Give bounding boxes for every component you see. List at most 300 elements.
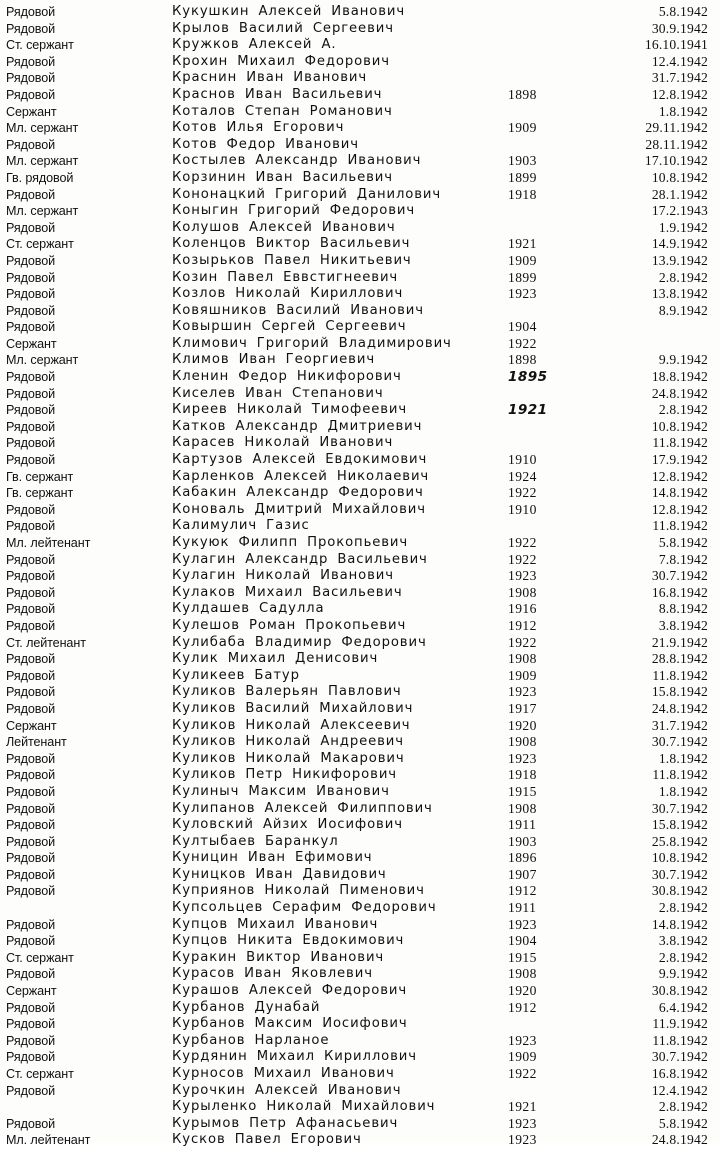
list-row bbox=[0, 303, 720, 320]
rank-cell: Рядовой bbox=[6, 320, 56, 335]
list-row bbox=[0, 435, 720, 452]
name-cell: Кулаков Михаил Васильевич bbox=[172, 584, 403, 600]
rank-cell: Рядовой bbox=[6, 87, 56, 102]
list-row bbox=[0, 37, 720, 54]
list-row bbox=[0, 817, 720, 834]
rank-cell: Рядовой bbox=[6, 1116, 56, 1131]
rank-cell: Рядовой bbox=[6, 801, 56, 816]
birth-year-cell: 1923 bbox=[508, 684, 537, 700]
name-cell: Ковыршин Сергей Сергеевич bbox=[172, 319, 407, 335]
rank-cell: Сержант bbox=[6, 984, 57, 999]
rank-cell: Рядовой bbox=[6, 1017, 56, 1032]
name-cell: Котов Федор Иванович bbox=[172, 136, 359, 152]
rank-cell: Гв. сержант bbox=[6, 486, 74, 501]
rank-cell: Рядовой bbox=[6, 934, 56, 949]
name-cell: Козырьков Павел Никитьевич bbox=[172, 252, 412, 268]
birth-year-cell: 1923 bbox=[508, 750, 537, 766]
rank-cell: Рядовой bbox=[6, 967, 56, 982]
birth-year-cell: 1922 bbox=[508, 1066, 537, 1081]
date-cell: 3.8.1942 bbox=[658, 617, 708, 633]
name-cell: Карленков Алексей Николаевич bbox=[172, 468, 430, 484]
list-row bbox=[0, 502, 720, 519]
name-cell: Купсольцев Серафим Федорович bbox=[172, 900, 437, 916]
name-cell: Курносов Михаил Иванович bbox=[172, 1066, 395, 1081]
date-cell: 17.2.1943 bbox=[651, 203, 708, 219]
name-cell: Кулагин Николай Иванович bbox=[172, 568, 394, 584]
name-cell: Куликов Николай Макарович bbox=[172, 750, 405, 766]
name-cell: Кленин Федор Никифорович bbox=[172, 369, 402, 385]
rank-cell: Рядовой bbox=[6, 618, 56, 633]
list-row bbox=[0, 87, 720, 104]
rank-cell: Рядовой bbox=[6, 303, 56, 318]
rank-cell: Ст. сержант bbox=[6, 1067, 74, 1081]
name-cell: Курочкин Алексей Иванович bbox=[172, 1082, 402, 1098]
rank-cell: Рядовой bbox=[6, 701, 56, 716]
list-row bbox=[0, 734, 720, 751]
name-cell: Климов Иван Георгиевич bbox=[172, 352, 376, 368]
name-cell: Куловский Айзих Иосифович bbox=[172, 817, 403, 833]
rank-cell: Мл. лейтенант bbox=[6, 536, 91, 550]
list-row bbox=[0, 1000, 720, 1017]
rank-cell: Мл. лейтенант bbox=[6, 1133, 91, 1148]
birth-year-cell: 1904 bbox=[508, 319, 537, 335]
name-cell: Коноваль Дмитрий Михайлович bbox=[172, 501, 426, 517]
birth-year-cell: 1922 bbox=[508, 535, 537, 550]
list-row bbox=[0, 618, 720, 635]
name-cell: Карасев Николай Иванович bbox=[172, 435, 394, 451]
date-cell: 9.9.1942 bbox=[658, 966, 708, 982]
birth-year-cell: 1912 bbox=[508, 883, 537, 899]
birth-year-cell: 1923 bbox=[508, 1132, 537, 1148]
list-row bbox=[0, 319, 720, 336]
date-cell: 15.8.1942 bbox=[651, 684, 708, 700]
name-cell: Крылов Василий Сергеевич bbox=[172, 20, 394, 36]
date-cell: 16.8.1942 bbox=[651, 584, 708, 600]
birth-year-cell: 1920 bbox=[508, 983, 537, 999]
birth-year-cell: 1911 bbox=[508, 900, 537, 916]
name-cell: Коленцов Виктор Васильевич bbox=[172, 236, 411, 252]
list-row bbox=[0, 220, 720, 237]
date-cell: 12.8.1942 bbox=[651, 501, 708, 517]
list-row bbox=[0, 767, 720, 784]
list-row bbox=[0, 187, 720, 204]
name-cell: Куликов Николай Алексеевич bbox=[172, 717, 411, 733]
name-cell: Кононацкий Григорий Данилович bbox=[172, 186, 442, 202]
date-cell: 11.8.1942 bbox=[652, 667, 708, 683]
rank-cell: Рядовой bbox=[6, 21, 56, 36]
birth-year-cell: 1904 bbox=[508, 933, 537, 949]
date-cell: 12.4.1942 bbox=[651, 53, 708, 69]
date-cell: 13.8.1942 bbox=[651, 286, 708, 302]
date-cell: 24.8.1942 bbox=[651, 700, 708, 716]
list-row bbox=[0, 386, 720, 403]
rank-cell: Рядовой bbox=[6, 1050, 56, 1065]
rank-cell: Рядовой bbox=[6, 851, 56, 866]
date-cell: 10.8.1942 bbox=[651, 850, 708, 866]
casualty-list bbox=[0, 4, 720, 1149]
rank-cell: Ст. сержант bbox=[6, 950, 74, 965]
birth-year-cell: 1912 bbox=[508, 617, 537, 633]
list-row bbox=[0, 236, 720, 253]
birth-year-cell: 1921 bbox=[508, 402, 548, 419]
name-cell: Куницков Иван Давидович bbox=[172, 866, 387, 882]
rank-cell: Рядовой bbox=[6, 386, 56, 401]
date-cell: 16.8.1942 bbox=[651, 1066, 708, 1081]
list-row bbox=[0, 137, 720, 154]
list-row bbox=[0, 54, 720, 71]
date-cell: 12.4.1942 bbox=[651, 1082, 708, 1098]
birth-year-cell: 1903 bbox=[508, 153, 537, 169]
list-row bbox=[0, 70, 720, 87]
birth-year-cell: 1924 bbox=[508, 468, 537, 484]
list-row bbox=[0, 4, 720, 21]
date-cell: 29.11.1942 bbox=[645, 120, 708, 136]
rank-cell: Гв. рядовой bbox=[6, 170, 74, 185]
birth-year-cell: 1908 bbox=[508, 584, 537, 600]
list-row bbox=[0, 485, 720, 502]
list-row bbox=[0, 469, 720, 486]
date-cell: 30.8.1942 bbox=[651, 883, 708, 899]
birth-year-cell: 1920 bbox=[508, 717, 537, 733]
rank-cell: Рядовой bbox=[6, 685, 56, 700]
rank-cell: Рядовой bbox=[6, 1033, 56, 1048]
rank-cell: Рядовой bbox=[6, 751, 56, 766]
list-row bbox=[0, 1132, 720, 1149]
date-cell: 2.8.1942 bbox=[658, 402, 708, 418]
birth-year-cell: 1896 bbox=[508, 850, 537, 866]
name-cell: Киселев Иван Степанович bbox=[172, 385, 384, 401]
name-cell: Киреев Николай Тимофеевич bbox=[172, 402, 408, 418]
list-row bbox=[0, 900, 720, 917]
rank-cell: Рядовой bbox=[6, 436, 56, 451]
rank-cell: Рядовой bbox=[6, 1000, 56, 1015]
list-row bbox=[0, 668, 720, 685]
date-cell: 17.10.1942 bbox=[644, 153, 708, 169]
name-cell: Кусков Павел Егорович bbox=[172, 1132, 362, 1148]
date-cell: 30.8.1942 bbox=[651, 983, 708, 999]
name-cell: Куликеев Батур bbox=[172, 667, 300, 683]
name-cell: Кулешов Роман Прокопьевич bbox=[172, 617, 407, 633]
list-row bbox=[0, 253, 720, 270]
rank-cell: Рядовой bbox=[6, 370, 56, 385]
rank-cell: Рядовой bbox=[6, 552, 56, 567]
birth-year-cell: 1922 bbox=[508, 551, 537, 567]
birth-year-cell: 1909 bbox=[508, 1049, 537, 1065]
date-cell: 11.8.1942 bbox=[652, 767, 708, 783]
list-row bbox=[0, 1099, 720, 1116]
date-cell: 28.8.1942 bbox=[651, 651, 708, 667]
date-cell: 1.9.1942 bbox=[658, 219, 708, 235]
rank-cell: Рядовой bbox=[6, 569, 56, 584]
list-row bbox=[0, 153, 720, 170]
list-row bbox=[0, 801, 720, 818]
date-cell: 5.8.1942 bbox=[658, 1115, 708, 1131]
rank-cell: Рядовой bbox=[6, 137, 56, 152]
name-cell: Коныгин Григорий Федорович bbox=[172, 203, 416, 219]
rank-cell: Лейтенант bbox=[6, 735, 67, 750]
date-cell: 11.9.1942 bbox=[652, 1016, 708, 1032]
rank-cell: Гв. сержант bbox=[6, 469, 74, 484]
name-cell: Ковяшников Василий Иванович bbox=[172, 302, 424, 318]
rank-cell: Мл. сержант bbox=[6, 154, 79, 169]
date-cell: 2.8.1942 bbox=[658, 1099, 708, 1115]
birth-year-cell: 1922 bbox=[508, 335, 537, 351]
date-cell: 14.9.1942 bbox=[651, 236, 708, 252]
date-cell: 15.8.1942 bbox=[651, 817, 708, 833]
rank-cell: Рядовой bbox=[6, 768, 56, 783]
name-cell: Куликов Петр Никифорович bbox=[172, 767, 397, 783]
rank-cell: Ст. лейтенант bbox=[6, 635, 86, 650]
birth-year-cell: 1923 bbox=[508, 916, 537, 932]
name-cell: Курасов Иван Яковлевич bbox=[172, 966, 373, 982]
name-cell: Куракин Виктор Иванович bbox=[172, 949, 385, 965]
list-row bbox=[0, 751, 720, 768]
date-cell: 31.7.1942 bbox=[651, 717, 708, 733]
birth-year-cell: 1916 bbox=[508, 601, 537, 617]
date-cell: 12.8.1942 bbox=[651, 468, 708, 484]
name-cell: Курыленко Николай Михайлович bbox=[172, 1099, 436, 1115]
date-cell: 25.8.1942 bbox=[651, 833, 708, 849]
name-cell: Климович Григорий Владимирович bbox=[172, 335, 452, 351]
date-cell: 13.9.1942 bbox=[651, 252, 708, 268]
rank-cell: Рядовой bbox=[6, 502, 56, 517]
birth-year-cell: 1917 bbox=[508, 700, 537, 716]
birth-year-cell: 1923 bbox=[508, 1032, 537, 1048]
list-row bbox=[0, 402, 720, 419]
date-cell: 30.7.1942 bbox=[651, 800, 708, 816]
list-row bbox=[0, 651, 720, 668]
list-row bbox=[0, 568, 720, 585]
date-cell: 2.8.1942 bbox=[658, 949, 708, 965]
birth-year-cell: 1908 bbox=[508, 651, 537, 667]
name-cell: Курымов Петр Афанасьевич bbox=[172, 1115, 399, 1131]
list-row bbox=[0, 535, 720, 552]
date-cell: 12.8.1942 bbox=[651, 86, 708, 102]
date-cell: 5.8.1942 bbox=[658, 4, 708, 19]
date-cell: 10.8.1942 bbox=[651, 418, 708, 434]
list-row bbox=[0, 104, 720, 121]
name-cell: Кабакин Александр Федорович bbox=[172, 485, 424, 501]
list-row bbox=[0, 452, 720, 469]
name-cell: Кулиныч Максим Иванович bbox=[172, 783, 390, 799]
birth-year-cell: 1918 bbox=[508, 767, 537, 783]
name-cell: Козлов Николай Кириллович bbox=[172, 286, 404, 302]
name-cell: Калимулич Газис bbox=[172, 518, 310, 534]
list-row bbox=[0, 1016, 720, 1033]
list-row bbox=[0, 933, 720, 950]
rank-cell: Рядовой bbox=[6, 585, 56, 600]
rank-cell: Рядовой bbox=[6, 287, 56, 302]
date-cell: 1.8.1942 bbox=[658, 103, 708, 119]
name-cell: Кукушкин Алексей Иванович bbox=[172, 4, 406, 19]
rank-cell: Рядовой bbox=[6, 917, 56, 932]
date-cell: 8.8.1942 bbox=[658, 601, 708, 617]
rank-cell: Рядовой bbox=[6, 834, 56, 849]
name-cell: Кулипанов Алексей Филиппович bbox=[172, 800, 433, 816]
rank-cell: Ст. сержант bbox=[6, 237, 74, 252]
list-row bbox=[0, 286, 720, 303]
birth-year-cell: 1898 bbox=[508, 352, 537, 368]
date-cell: 11.8.1942 bbox=[652, 1032, 708, 1048]
date-cell: 21.9.1942 bbox=[651, 634, 708, 650]
birth-year-cell: 1908 bbox=[508, 734, 537, 750]
list-row bbox=[0, 1033, 720, 1050]
date-cell: 11.8.1942 bbox=[652, 518, 708, 534]
birth-year-cell: 1921 bbox=[508, 1099, 537, 1115]
list-row bbox=[0, 1049, 720, 1066]
rank-cell: Рядовой bbox=[6, 818, 56, 833]
birth-year-cell: 1899 bbox=[508, 169, 537, 185]
name-cell: Купцов Никита Евдокимович bbox=[172, 933, 405, 949]
birth-year-cell: 1923 bbox=[508, 1115, 537, 1131]
name-cell: Крохин Михаил Федорович bbox=[172, 53, 390, 69]
date-cell: 5.8.1942 bbox=[658, 535, 708, 550]
rank-cell: Мл. сержант bbox=[6, 204, 79, 219]
date-cell: 17.9.1942 bbox=[651, 452, 708, 468]
list-row bbox=[0, 419, 720, 436]
birth-year-cell: 1915 bbox=[508, 949, 537, 965]
list-row bbox=[0, 270, 720, 287]
rank-cell: Рядовой bbox=[6, 652, 56, 667]
list-row bbox=[0, 950, 720, 967]
birth-year-cell: 1910 bbox=[508, 501, 537, 517]
date-cell: 14.8.1942 bbox=[651, 916, 708, 932]
birth-year-cell: 1910 bbox=[508, 452, 537, 468]
name-cell: Катков Александр Дмитриевич bbox=[172, 418, 423, 434]
list-row bbox=[0, 701, 720, 718]
name-cell: Кулик Михаил Денисович bbox=[172, 651, 379, 667]
date-cell: 2.8.1942 bbox=[658, 900, 708, 916]
rank-cell: Рядовой bbox=[6, 187, 56, 202]
birth-year-cell: 1912 bbox=[508, 999, 537, 1015]
list-row bbox=[0, 917, 720, 934]
date-cell: 16.10.1941 bbox=[644, 37, 708, 53]
list-row bbox=[0, 1066, 720, 1083]
name-cell: Краснов Иван Васильевич bbox=[172, 86, 383, 102]
list-row bbox=[0, 518, 720, 535]
list-row bbox=[0, 369, 720, 386]
rank-cell: Рядовой bbox=[6, 784, 56, 799]
list-row bbox=[0, 1116, 720, 1133]
birth-year-cell: 1907 bbox=[508, 866, 537, 882]
list-row bbox=[0, 784, 720, 801]
rank-cell: Сержант bbox=[6, 718, 57, 733]
rank-cell: Рядовой bbox=[6, 253, 56, 268]
date-cell: 31.7.1942 bbox=[651, 70, 708, 86]
date-cell: 30.9.1942 bbox=[651, 20, 708, 36]
name-cell: Картузов Алексей Евдокимович bbox=[172, 452, 428, 468]
birth-year-cell: 1903 bbox=[508, 833, 537, 849]
birth-year-cell: 1911 bbox=[508, 817, 537, 833]
list-row bbox=[0, 552, 720, 569]
date-cell: 24.8.1942 bbox=[651, 1132, 708, 1148]
date-cell: 24.8.1942 bbox=[651, 385, 708, 401]
list-row bbox=[0, 352, 720, 369]
name-cell: Купцов Михаил Иванович bbox=[172, 916, 379, 932]
rank-cell: Мл. сержант bbox=[6, 121, 79, 136]
rank-cell: Рядовой bbox=[6, 71, 56, 86]
list-row bbox=[0, 966, 720, 983]
rank-cell: Рядовой bbox=[6, 453, 56, 468]
rank-cell: Рядовой bbox=[6, 403, 56, 418]
birth-year-cell: 1918 bbox=[508, 186, 537, 202]
rank-cell: Рядовой bbox=[6, 519, 56, 534]
list-row bbox=[0, 635, 720, 652]
name-cell: Култыбаев Баранкул bbox=[172, 833, 339, 849]
list-row bbox=[0, 336, 720, 353]
list-row bbox=[0, 585, 720, 602]
date-cell: 18.8.1942 bbox=[651, 369, 708, 385]
date-cell: 28.1.1942 bbox=[651, 186, 708, 202]
list-row bbox=[0, 834, 720, 851]
birth-year-cell: 1908 bbox=[508, 800, 537, 816]
date-cell: 2.8.1942 bbox=[658, 269, 708, 285]
name-cell: Кулагин Александр Васильевич bbox=[172, 551, 428, 567]
date-cell: 30.7.1942 bbox=[651, 866, 708, 882]
name-cell: Коталов Степан Романович bbox=[172, 103, 393, 119]
list-row bbox=[0, 601, 720, 618]
name-cell: Курашов Алексей Федорович bbox=[172, 983, 408, 999]
date-cell: 30.7.1942 bbox=[651, 734, 708, 750]
date-cell: 28.11.1942 bbox=[645, 136, 708, 152]
name-cell: Колушов Алексей Иванович bbox=[172, 219, 396, 235]
name-cell: Курбанов Максим Иосифович bbox=[172, 1016, 408, 1032]
list-row bbox=[0, 850, 720, 867]
rank-cell: Рядовой bbox=[6, 220, 56, 235]
name-cell: Котов Илья Егорович bbox=[172, 120, 345, 136]
rank-cell: Рядовой bbox=[6, 270, 56, 285]
rank-cell: Рядовой bbox=[6, 668, 56, 683]
list-row bbox=[0, 883, 720, 900]
birth-year-cell: 1922 bbox=[508, 634, 537, 650]
birth-year-cell: 1921 bbox=[508, 236, 537, 252]
date-cell: 1.8.1942 bbox=[658, 750, 708, 766]
date-cell: 8.9.1942 bbox=[658, 302, 708, 318]
birth-year-cell: 1923 bbox=[508, 568, 537, 584]
list-row bbox=[0, 867, 720, 884]
birth-year-cell: 1909 bbox=[508, 120, 537, 136]
name-cell: Кулибаба Владимир Федорович bbox=[172, 634, 427, 650]
date-cell: 11.8.1942 bbox=[652, 435, 708, 451]
date-cell: 6.4.1942 bbox=[658, 999, 708, 1015]
list-row bbox=[0, 1083, 720, 1100]
rank-cell: Сержант bbox=[6, 104, 57, 119]
name-cell: Корзинин Иван Васильевич bbox=[172, 169, 393, 185]
name-cell: Куликов Валерьян Павлович bbox=[172, 684, 402, 700]
name-cell: Куницин Иван Ефимович bbox=[172, 850, 373, 866]
date-cell: 14.8.1942 bbox=[651, 485, 708, 501]
list-row bbox=[0, 170, 720, 187]
name-cell: Кукуюк Филипп Прокопьевич bbox=[172, 535, 409, 550]
rank-cell: Ст. сержант bbox=[6, 38, 74, 53]
name-cell: Кулдашев Садулла bbox=[172, 601, 325, 617]
list-row bbox=[0, 120, 720, 137]
name-cell: Куликов Николай Андреевич bbox=[172, 734, 404, 750]
date-cell: 3.8.1942 bbox=[658, 933, 708, 949]
list-row bbox=[0, 684, 720, 701]
rank-cell: Рядовой bbox=[6, 1083, 56, 1098]
rank-cell: Рядовой bbox=[6, 602, 56, 617]
list-row bbox=[0, 983, 720, 1000]
name-cell: Краснин Иван Иванович bbox=[172, 70, 368, 86]
birth-year-cell: 1909 bbox=[508, 252, 537, 268]
name-cell: Курдянин Михаил Кириллович bbox=[172, 1049, 417, 1065]
birth-year-cell: 1899 bbox=[508, 269, 537, 285]
birth-year-cell: 1915 bbox=[508, 783, 537, 799]
date-cell: 1.8.1942 bbox=[658, 783, 708, 799]
date-cell: 30.7.1942 bbox=[651, 568, 708, 584]
date-cell: 7.8.1942 bbox=[658, 551, 708, 567]
